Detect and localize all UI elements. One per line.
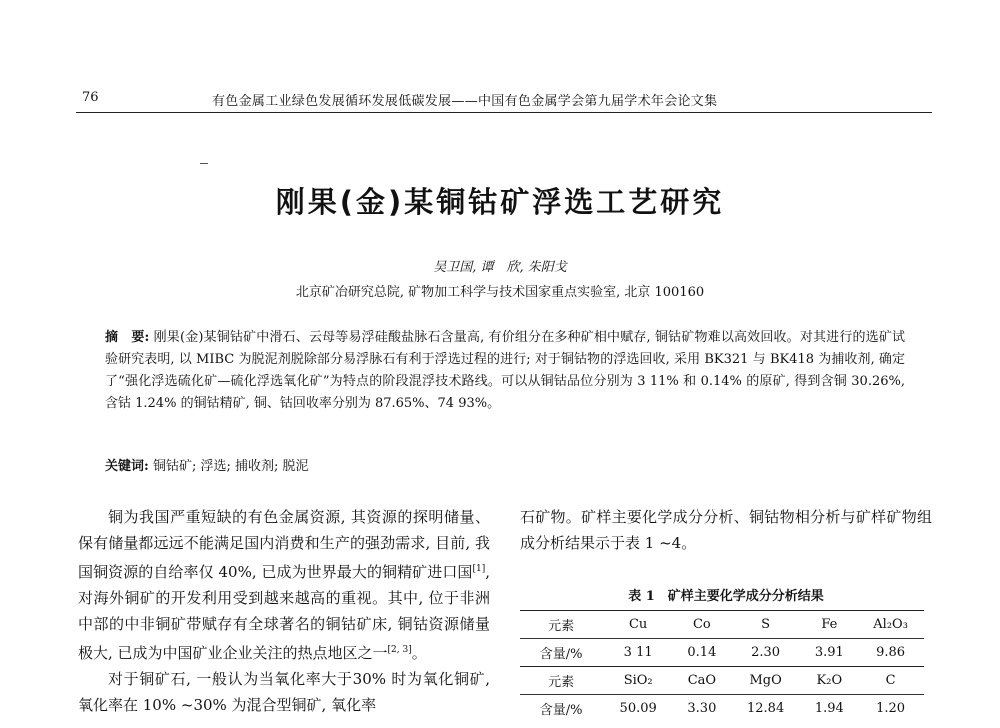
table-cell: 12.84 [730,695,802,723]
keywords-text: 铜钴矿; 浮选; 捕收剂; 脱泥 [152,459,309,474]
abstract [105,327,905,415]
table-cell: C [857,667,924,695]
table-cell: 元素 [520,611,602,639]
table-cell: Al₂O₃ [857,611,924,639]
authors: 吴卫国, 谭 欣, 朱阳戈 [433,260,567,275]
table-cell: K₂O [801,667,857,695]
table-cell: 3 11 [602,639,674,667]
table-cell: Fe [801,611,857,639]
table-cell: 3.91 [801,639,857,667]
body-right-column [520,504,932,556]
table-cell: Cu [602,611,674,639]
paragraph: 石矿物。矿样主要化学成分分析、铜钴物相分析与矿样矿物组成分析结果示于表 1 ~4。 [520,508,932,552]
keywords [105,455,309,474]
header-rule [76,112,932,113]
table-cell: 3.30 [674,695,730,723]
running-header: 有色金属工业绿色发展循环发展低碳发展——中国有色金属学会第九届学术年会论文集 [212,94,718,109]
table-row [520,695,924,723]
abstract-text: 刚果(金)某铜钴矿中滑石、云母等易浮硅酸盐脉石含量高, 有价组分在多种矿相中赋存, 铜钴矿物难以高效回收。对其进行的选矿试验研究表明, 以 MIBC 为脱泥剂脱除部分易浮脉石有利于浮选过程的进行; 对于铜钴物的浮选回收, 采用 BK321 与 BK418 为捕收剂, 确定了“强化浮选硫化矿—硫化浮选氧化矿”为特点的阶段混浮技术路线。可以从铜钴品位分别为 3 11% 和 0.14% 的原矿, 得到含铜 30.26%, 含钴 1.24% 的铜钴精矿, 铜、钴回收率分别为 87.65%、74 93%。 [105,330,905,411]
table-cell: 1.20 [857,695,924,723]
table-cell: SiO₂ [602,667,674,695]
keywords-label: 关键词: [105,459,149,474]
table-cell: 含量/% [520,695,602,723]
table-cell: 元素 [520,667,602,695]
table-row [520,639,924,667]
table-cell: 2.30 [730,639,802,667]
abstract-label: 摘 要: [105,330,150,345]
paragraph-text: 铜为我国严重短缺的有色金属资源, 其资源的探明储量、保有储量都远远不能满足国内消费和生产的强劲需求, 目前, 我国铜资源的自给率仅 40%, 已成为世界最大的铜精矿进口国 [78,508,490,581]
table-cell: 含量/% [520,639,602,667]
citation: [2, 3] [387,645,412,655]
table-cell: CaO [674,667,730,695]
paragraph-text: , 对海外铜矿的开发利用受到越来越高的重视。其中, 位于非洲中部的中非铜矿带赋存有全球著名的铜钴矿床, 铜钴资源储量极大, 已成为中国矿业企业关注的热点地区之一 [78,563,490,662]
table-cell: 0.14 [674,639,730,667]
paragraph: 对于铜矿石, 一般认为当氧化率大于30% 时为氧化铜矿, 氧化率在 10% ~30% 为混合型铜矿, 氧化率 [78,670,490,714]
paragraph [78,504,490,666]
table-cell: Co [674,611,730,639]
citation: [1] [472,564,486,574]
table-row [520,611,924,639]
table-cell: 50.09 [602,695,674,723]
table-cell: 1.94 [801,695,857,723]
table-cell: S [730,611,802,639]
page-number: 76 [82,90,99,105]
table-cell: MgO [730,667,802,695]
affiliation: 北京矿冶研究总院, 矿物加工科学与技术国家重点实验室, 北京 100160 [295,285,705,300]
composition-table [520,610,924,722]
paper-title: 刚果(金)某铜钴矿浮选工艺研究 [275,185,725,219]
table-caption: 表 1 矿样主要化学成分分析结果 [628,589,824,604]
table-cell: 9.86 [857,639,924,667]
body-left-column [78,504,490,718]
paragraph-text: 。 [411,644,427,662]
table-row [520,667,924,695]
scan-mark [200,163,208,164]
